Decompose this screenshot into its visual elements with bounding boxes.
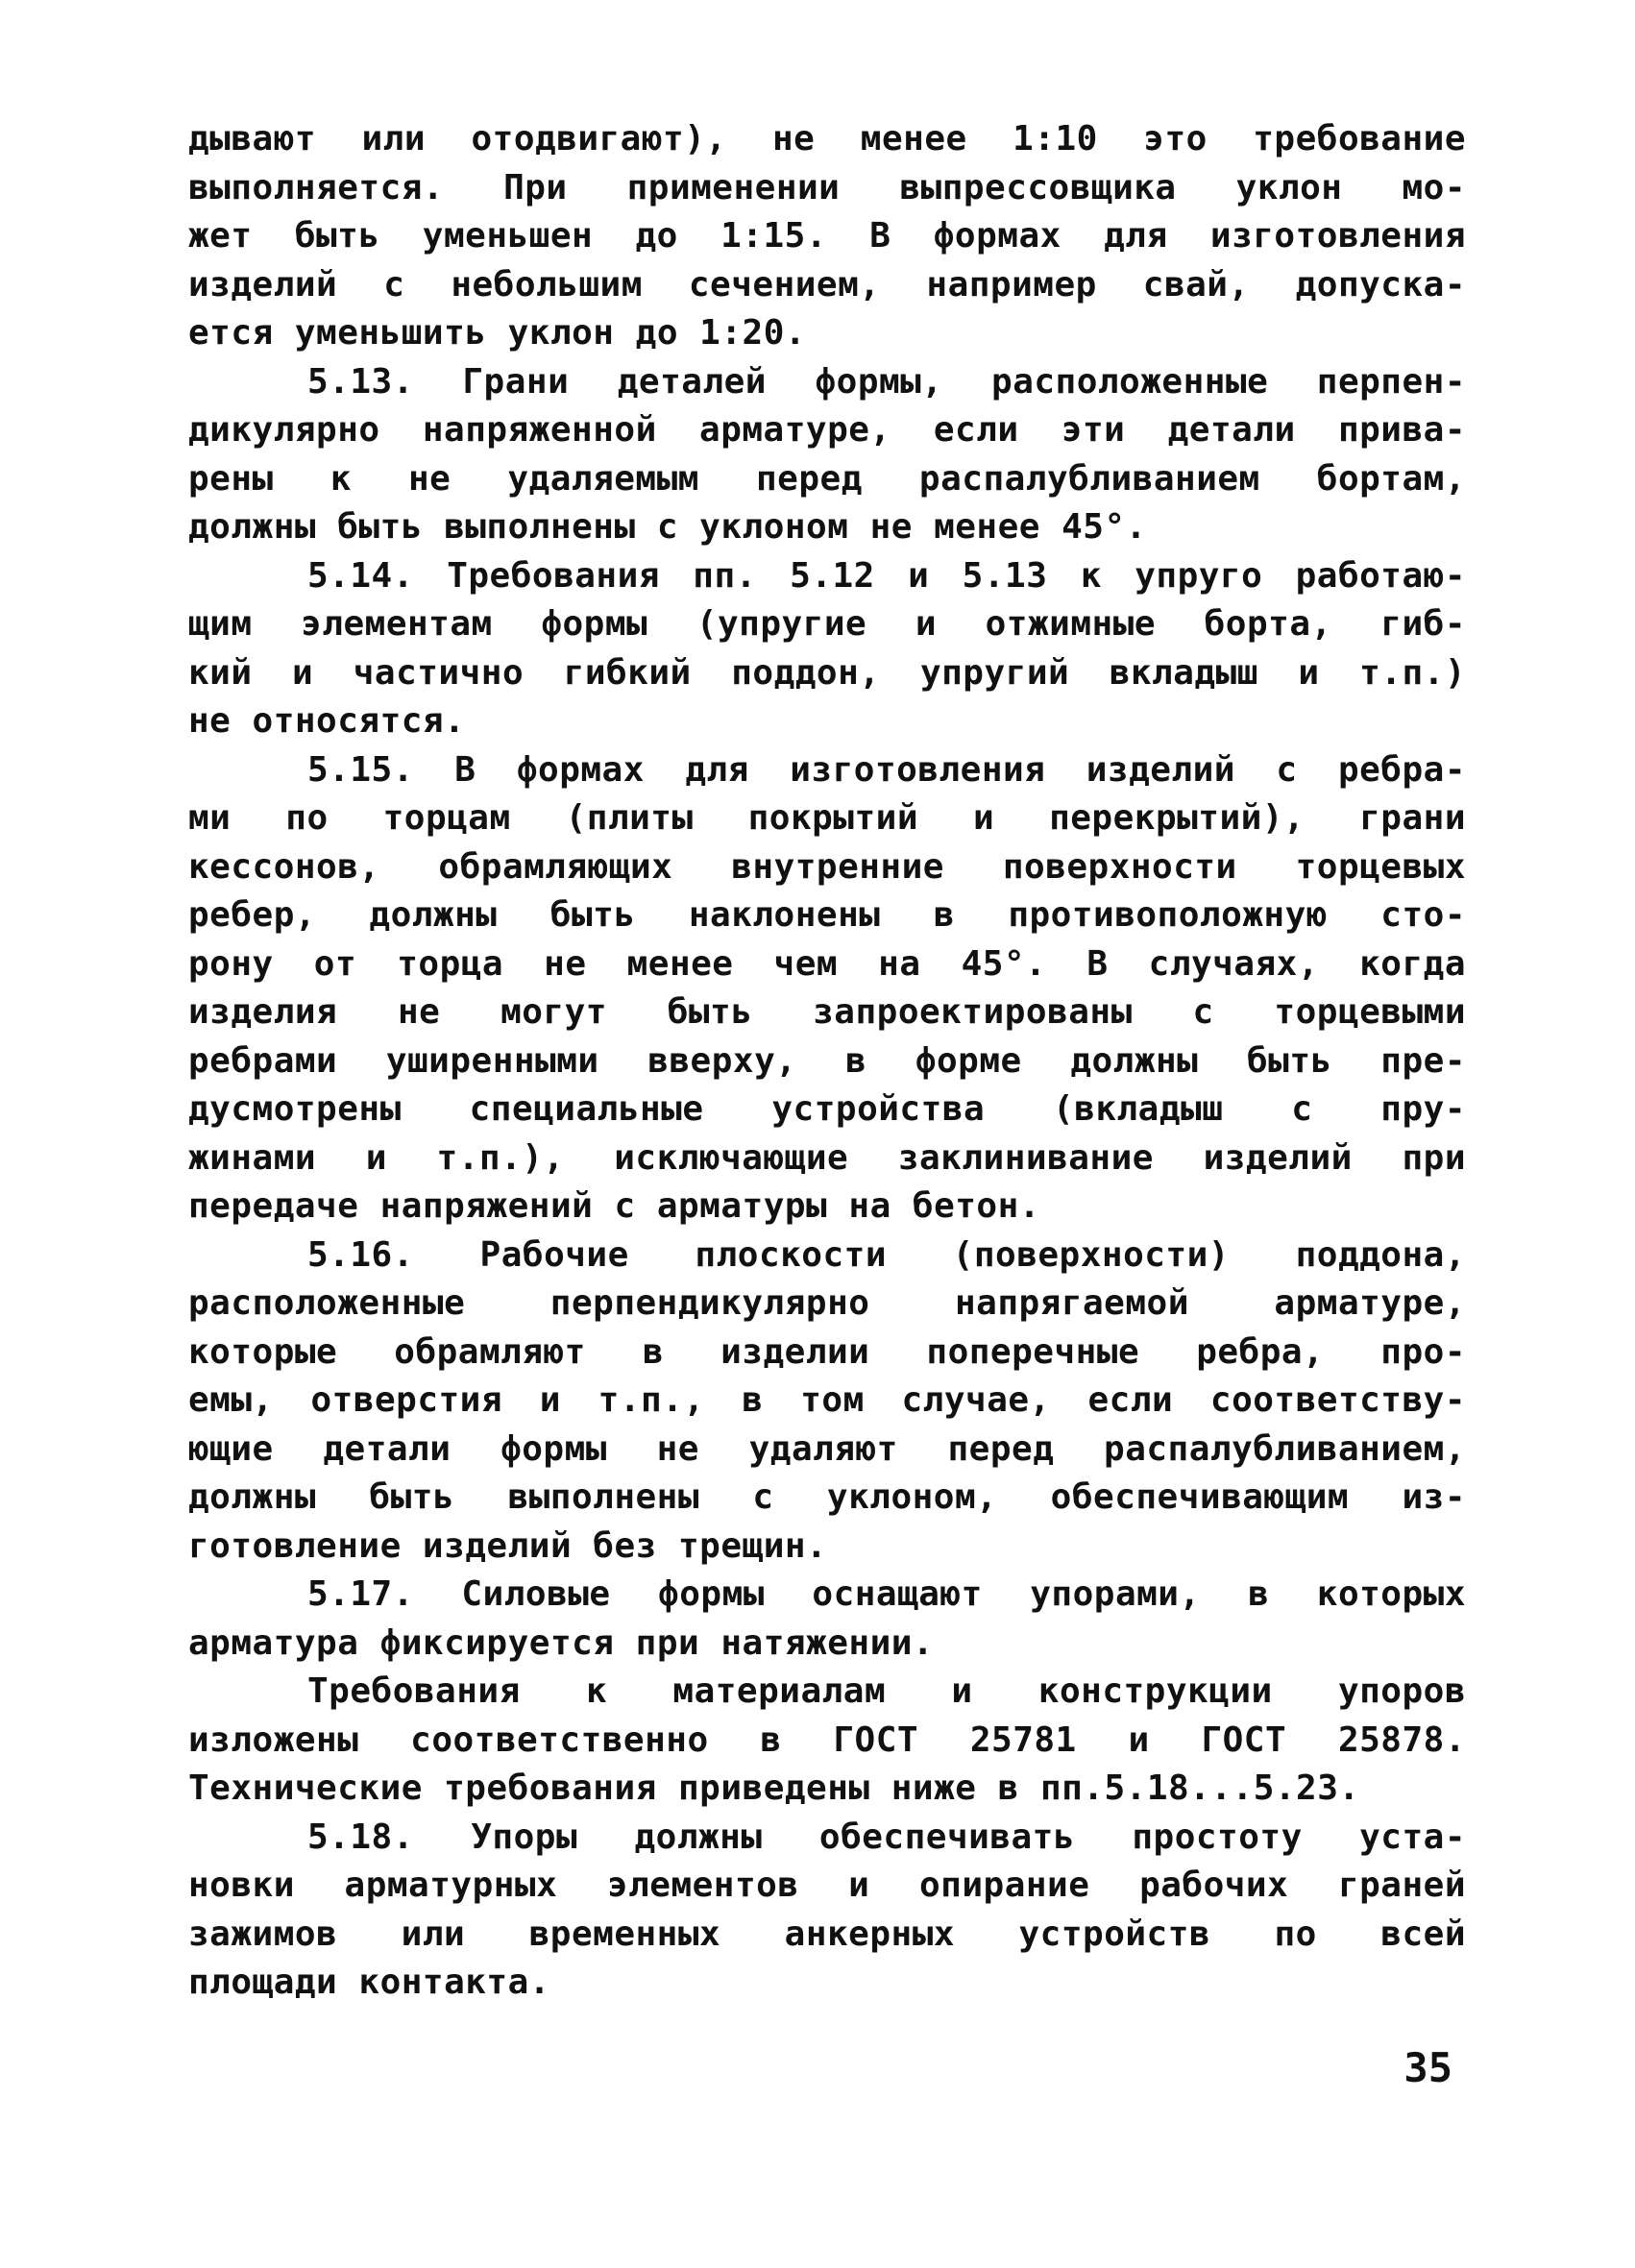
paragraph-5-18-start: 5.18. Упоры должны обеспечивать простоту уста-: [307, 1817, 1466, 1857]
document-page: [188, 115, 1466, 2008]
text-line: жет быть уменьшен до 1:15. В формах для изготовления: [188, 216, 1466, 256]
text-line: ребер, должны быть наклонены в противоположную сто-: [188, 895, 1466, 935]
text-line: должны быть выполнены с уклоном, обеспечивающим из-: [188, 1477, 1466, 1517]
text-line: ми по торцам (плиты покрытий и перекрытий), грани: [188, 798, 1466, 838]
text-line: ребрами уширенными вверху, в форме должны быть пре-: [188, 1040, 1466, 1081]
paragraph-requirements-start: Требования к материалам и конструкции упоров: [307, 1671, 1466, 1711]
text-line: рены к не удаляемым перед распалубливанием бортам,: [188, 458, 1466, 499]
text-line: кий и частично гибкий поддон, упругий вкладыш и т.п.): [188, 652, 1466, 693]
text-line: жинами и т.п.), исключающие заклинивание изделий при: [188, 1137, 1466, 1178]
text-line: дусмотрены специальные устройства (вкладыш с пру-: [188, 1089, 1466, 1129]
paragraph-5-16-start: 5.16. Рабочие плоскости (поверхности) поддона,: [307, 1234, 1466, 1275]
text-line: ющие детали формы не удаляют перед распалубливанием,: [188, 1428, 1466, 1469]
paragraph-5-15-start: 5.15. В формах для изготовления изделий с ребра-: [307, 749, 1466, 790]
text-line: ется уменьшить уклон до 1:20.: [188, 313, 807, 353]
paragraph-5-17-start: 5.17. Силовые формы оснащают упорами, в которых: [307, 1574, 1466, 1614]
text-line: емы, отверстия и т.п., в том случае, если соответству-: [188, 1380, 1466, 1420]
page-number: 35: [1403, 2044, 1452, 2091]
text-line: арматура фиксируется при натяжении.: [188, 1622, 935, 1663]
text-line: новки арматурных элементов и опирание рабочих граней: [188, 1866, 1466, 1905]
text-line: кессонов, обрамляющих внутренние поверхности торцевых: [188, 846, 1466, 887]
text-line: выполняется. При применении выпрессовщика уклон мо-: [188, 167, 1466, 207]
text-line: передаче напряжений с арматуры на бетон.: [188, 1186, 1040, 1226]
text-line: изделий с небольшим сечением, например свай, допуска-: [188, 264, 1466, 305]
text-line: расположенные перпендикулярно напрягаемой арматуре,: [188, 1283, 1466, 1323]
text-line: которые обрамляют в изделии поперечные ребра, про-: [188, 1331, 1466, 1372]
text-line: изделия не могут быть запроектированы с торцевыми: [188, 992, 1466, 1032]
text-line: площади контакта.: [188, 1963, 550, 2002]
text-line: готовление изделий без трещин.: [188, 1525, 828, 1566]
text-line: дывают или отодвигают), не менее 1:10 это требование: [188, 119, 1466, 159]
text-line: дикулярно напряженной арматуре, если эти детали прива-: [188, 410, 1466, 450]
text-line: изложены соответственно в ГОСТ 25781 и ГОСТ 25878.: [188, 1719, 1466, 1760]
text-line: не относятся.: [188, 701, 466, 741]
text-line: Технические требования приведены ниже в пп.5.18...5.23.: [188, 1768, 1360, 1808]
text-line: щим элементам формы (упругие и отжимные борта, гиб-: [188, 604, 1466, 644]
paragraph-5-14-start: 5.14. Требования пп. 5.12 и 5.13 к упруго работаю-: [307, 555, 1466, 596]
text-line: должны быть выполнены с уклоном не менее 45°.: [188, 507, 1147, 547]
text-line: рону от торца не менее чем на 45°. В случаях, когда: [188, 943, 1466, 984]
paragraph-5-13-start: 5.13. Грани деталей формы, расположенные перпен-: [307, 361, 1466, 402]
text-line: зажимов или временных анкерных устройств по всей: [188, 1914, 1466, 1954]
